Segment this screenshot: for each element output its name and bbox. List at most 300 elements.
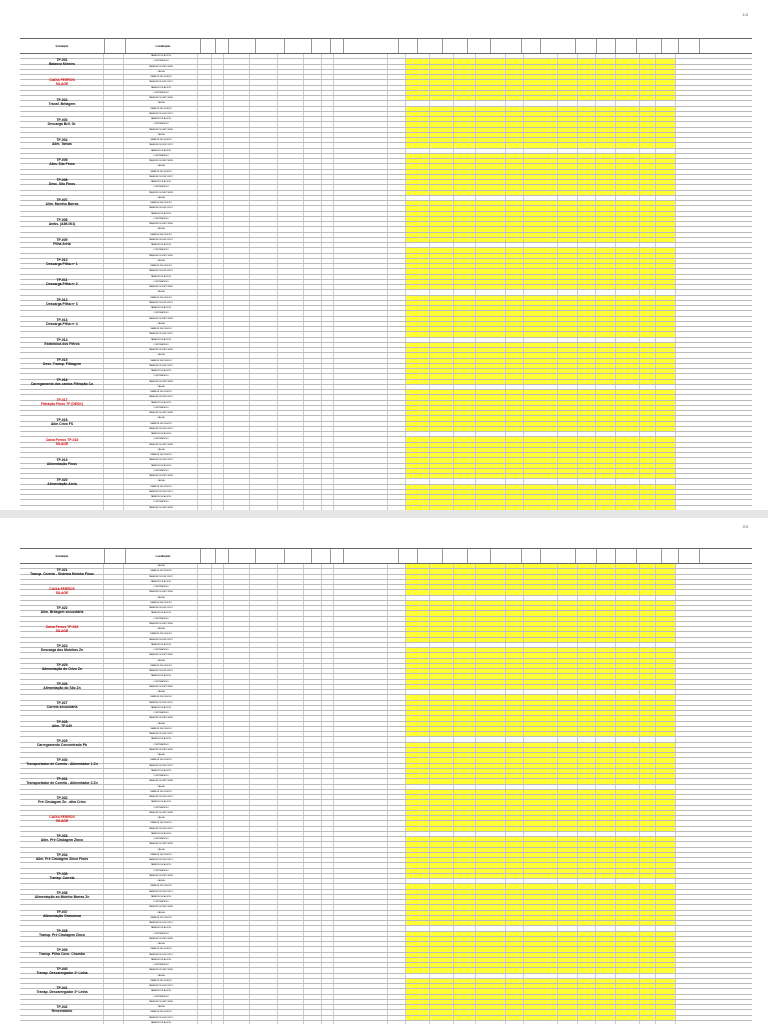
table-cell: [558, 374, 578, 378]
table-cell: TAMBOR DE RETORNO: [124, 685, 198, 689]
table-cell: [388, 916, 406, 920]
table-cell: [640, 989, 656, 993]
table-cell: [334, 201, 388, 205]
table-cell: [656, 653, 676, 657]
table-cell: [558, 170, 578, 174]
table-cell: [506, 170, 524, 174]
table-cell: [430, 75, 454, 79]
table-cell: [640, 322, 656, 326]
table-cell: [334, 863, 388, 867]
table-cell: [250, 264, 278, 268]
table-cell: [596, 185, 616, 189]
table-cell: [640, 769, 656, 773]
table-cell: [430, 884, 454, 888]
table-cell: [198, 837, 212, 841]
table-cell: [104, 884, 124, 888]
table-cell: [334, 811, 388, 815]
table-cell: [224, 737, 250, 741]
table-cell: [388, 259, 406, 263]
table-cell: [656, 285, 676, 289]
table-cell: [250, 243, 278, 247]
table-cell: [454, 569, 476, 573]
table-cell: [406, 711, 430, 715]
table-cell: [506, 243, 524, 247]
table-cell: [656, 259, 676, 263]
table-cell: [322, 764, 334, 768]
table-cell: [278, 133, 304, 137]
table-cell: [104, 895, 124, 899]
table-cell: TAMBOR DE DESVIO: [124, 979, 198, 983]
table-cell: [506, 390, 524, 394]
table-cell: [558, 900, 578, 904]
table-cell: [198, 821, 212, 825]
table-cell: [596, 327, 616, 331]
table-cell: [20, 500, 104, 504]
table-cell: [656, 117, 676, 121]
table-cell: [454, 280, 476, 284]
table-cell: CONTRAPESO: [124, 774, 198, 778]
table-cell: [640, 301, 656, 305]
table-cell: [304, 942, 322, 946]
table-cell: [616, 75, 640, 79]
table-cell: [578, 86, 596, 90]
table-cell: [212, 443, 224, 447]
table-cell: [506, 180, 524, 184]
table-cell: [596, 54, 616, 58]
table-cell: [454, 827, 476, 831]
header-cell: [418, 39, 443, 53]
table-cell: [322, 758, 334, 762]
table-cell: [304, 196, 322, 200]
table-cell: [558, 848, 578, 852]
table-cell: [334, 701, 388, 705]
table-cell: [506, 795, 524, 799]
table-cell: [430, 995, 454, 999]
table-cell: [322, 296, 334, 300]
table-cell: [304, 238, 322, 242]
table-cell: [250, 900, 278, 904]
table-cell: [104, 716, 124, 720]
table-cell: [104, 495, 124, 499]
table-cell: CALHA: [124, 753, 198, 757]
table-cell: [524, 811, 558, 815]
table-cell: [406, 732, 430, 736]
table-cell: [476, 364, 506, 368]
table-cell: [524, 564, 558, 568]
table-cell: [224, 401, 250, 405]
table-cell: TAMBOR DE RETORNO: [124, 65, 198, 69]
table-cell: [334, 617, 388, 621]
table-cell: [104, 827, 124, 831]
table-cell: [198, 617, 212, 621]
table-cell: [406, 968, 430, 972]
table-cell: [578, 117, 596, 121]
table-cell: [278, 748, 304, 752]
table-cell: [334, 474, 388, 478]
table-cell: [334, 575, 388, 579]
table-cell: [558, 275, 578, 279]
table-cell: TAMBOR DE ENCOSTO: [124, 638, 198, 642]
table-cell: [506, 711, 524, 715]
table-cell: [198, 585, 212, 589]
table-cell: [388, 348, 406, 352]
table-cell: [334, 443, 388, 447]
table-cell: [304, 958, 322, 962]
table-cell: [476, 811, 506, 815]
table-cell: [578, 91, 596, 95]
table-cell: [250, 437, 278, 441]
table-cell: [334, 995, 388, 999]
table-cell: [430, 853, 454, 857]
section-title: [20, 358, 104, 366]
table-cell: CALHA: [124, 1005, 198, 1009]
table-cell: [224, 790, 250, 794]
table-cell: [322, 101, 334, 105]
section-title: [20, 238, 104, 246]
table-cell: [454, 348, 476, 352]
table-cell: [278, 427, 304, 431]
table-cell: [640, 353, 656, 357]
table-cell: [640, 884, 656, 888]
table-cell: [104, 800, 124, 804]
table-cell: [278, 785, 304, 789]
table-cell: [388, 191, 406, 195]
table-cell: [322, 701, 334, 705]
table-cell: [430, 196, 454, 200]
table-cell: [304, 96, 322, 100]
table-cell: [430, 727, 454, 731]
table-cell: [224, 133, 250, 137]
table-cell: [616, 674, 640, 678]
table-cell: [476, 664, 506, 668]
table-cell: [596, 1010, 616, 1014]
table-cell: [334, 790, 388, 794]
table-cell: [388, 238, 406, 242]
table-cell: [640, 374, 656, 378]
table-cell: [506, 338, 524, 342]
table-cell: [224, 222, 250, 226]
table-cell: [224, 348, 250, 352]
table-cell: [322, 963, 334, 967]
table-cell: [640, 164, 656, 168]
table-cell: [506, 385, 524, 389]
table-cell: [278, 458, 304, 462]
table-cell: [304, 968, 322, 972]
table-cell: [596, 995, 616, 999]
table-cell: [334, 874, 388, 878]
table-cell: [224, 664, 250, 668]
table-cell: [322, 175, 334, 179]
table-cell: [224, 369, 250, 373]
table-cell: [596, 458, 616, 462]
table-cell: [322, 458, 334, 462]
table-cell: [304, 1005, 322, 1009]
table-cell: [454, 285, 476, 289]
table-cell: [334, 458, 388, 462]
header-cell: [344, 39, 399, 53]
table-cell: [212, 669, 224, 673]
table-cell: [212, 601, 224, 605]
table-cell: [616, 458, 640, 462]
table-cell: [278, 1005, 304, 1009]
table-cell: [596, 485, 616, 489]
table-cell: [430, 422, 454, 426]
table-cell: [476, 842, 506, 846]
table-cell: [524, 921, 558, 925]
table-cell: [212, 748, 224, 752]
table-cell: [430, 296, 454, 300]
table-cell: [578, 737, 596, 741]
table-cell: [640, 185, 656, 189]
table-cell: [578, 175, 596, 179]
table-cell: [454, 575, 476, 579]
table-cell: [304, 248, 322, 252]
table-cell: [198, 711, 212, 715]
table-cell: [616, 401, 640, 405]
table-cell: [656, 942, 676, 946]
table-cell: [640, 617, 656, 621]
table-cell: [388, 674, 406, 678]
table-cell: [454, 233, 476, 237]
table-cell: [104, 711, 124, 715]
table-cell: [656, 711, 676, 715]
table-cell: [454, 338, 476, 342]
table-cell: [596, 701, 616, 705]
table-cell: [506, 322, 524, 326]
table-cell: TAMBOR DE ACION.: [124, 643, 198, 647]
table-cell: [656, 495, 676, 499]
table-cell: [430, 401, 454, 405]
table-cell: [250, 1000, 278, 1004]
table-cell: [198, 196, 212, 200]
header-cell: [331, 549, 344, 563]
table-cell: [250, 800, 278, 804]
table-cell: [198, 853, 212, 857]
table-cell: [250, 343, 278, 347]
table-cell: [454, 638, 476, 642]
table-cell: [198, 743, 212, 747]
table-cell: [212, 107, 224, 111]
table-cell: [212, 80, 224, 84]
table-cell: [212, 785, 224, 789]
table-cell: [596, 632, 616, 636]
table-cell: [388, 353, 406, 357]
table-cell: [104, 448, 124, 452]
table-cell: [524, 437, 558, 441]
table-cell: [212, 590, 224, 594]
table-cell: [304, 764, 322, 768]
table-cell: [524, 974, 558, 978]
table-cell: [388, 758, 406, 762]
table-cell: [430, 164, 454, 168]
table-cell: [304, 54, 322, 58]
table-cell: [20, 327, 104, 331]
table-cell: [104, 380, 124, 384]
table-cell: [640, 96, 656, 100]
table-cell: [334, 601, 388, 605]
table-cell: [558, 1016, 578, 1020]
table-cell: [640, 317, 656, 321]
table-cell: [454, 974, 476, 978]
table-cell: [104, 911, 124, 915]
table-cell: [406, 91, 430, 95]
table-cell: [104, 984, 124, 988]
table-cell: [616, 128, 640, 132]
table-cell: [212, 227, 224, 231]
table-cell: [476, 575, 506, 579]
table-cell: [656, 427, 676, 431]
table-cell: [640, 432, 656, 436]
table-cell: [198, 206, 212, 210]
table-cell: [104, 133, 124, 137]
table-cell: [558, 569, 578, 573]
table-cell: [334, 722, 388, 726]
table-cell: [334, 748, 388, 752]
table-cell: [224, 380, 250, 384]
table-cell: [250, 385, 278, 389]
table-cell: [388, 564, 406, 568]
header-cell: [331, 39, 344, 53]
table-cell: [224, 474, 250, 478]
table-cell: [334, 170, 388, 174]
table-cell: [198, 485, 212, 489]
table-cell: [524, 259, 558, 263]
table-cell: [524, 380, 558, 384]
table-cell: [304, 311, 322, 315]
table-cell: [224, 112, 250, 116]
table-cell: [388, 385, 406, 389]
table-cell: [558, 91, 578, 95]
table-cell: [524, 711, 558, 715]
table-cell: [304, 149, 322, 153]
section-title-line: Alim Crivo FS: [50, 422, 74, 426]
table-cell: [224, 122, 250, 126]
table-cell: [334, 832, 388, 836]
table-cell: [506, 306, 524, 310]
table-cell: [224, 942, 250, 946]
table-cell: [278, 280, 304, 284]
table-cell: [388, 575, 406, 579]
table-cell: [596, 879, 616, 883]
page-number: 2/3: [742, 524, 748, 529]
table-cell: [454, 764, 476, 768]
table-cell: [20, 453, 104, 457]
table-cell: [334, 842, 388, 846]
table-cell: [198, 348, 212, 352]
table-cell: [656, 611, 676, 615]
table-cell: [198, 601, 212, 605]
table-cell: [476, 411, 506, 415]
table-cell: [454, 185, 476, 189]
table-cell: [656, 369, 676, 373]
table-cell: [524, 122, 558, 126]
table-cell: [506, 290, 524, 294]
table-cell: [476, 390, 506, 394]
table-cell: [334, 306, 388, 310]
table-cell: [616, 453, 640, 457]
table-cell: [596, 727, 616, 731]
table-cell: [476, 243, 506, 247]
table-cell: [640, 984, 656, 988]
table-cell: [388, 201, 406, 205]
table-cell: [304, 653, 322, 657]
table-cell: [104, 669, 124, 673]
table-cell: [524, 233, 558, 237]
table-cell: [406, 737, 430, 741]
table-cell: [596, 65, 616, 69]
table-cell: TAMBOR DE ENCOSTO: [124, 143, 198, 147]
table-cell: [430, 937, 454, 941]
table-cell: [388, 874, 406, 878]
table-cell: [578, 495, 596, 499]
table-cell: [278, 59, 304, 63]
table-cell: [322, 500, 334, 504]
table-cell: [322, 743, 334, 747]
table-cell: [212, 479, 224, 483]
table-cell: TAMBOR DE RETORNO: [124, 937, 198, 941]
table-cell: [250, 485, 278, 489]
table-cell: [476, 968, 506, 972]
table-cell: [454, 674, 476, 678]
table-cell: [250, 406, 278, 410]
table-cell: [250, 159, 278, 163]
table-cell: [476, 327, 506, 331]
table-cell: [250, 926, 278, 930]
table-cell: [322, 858, 334, 862]
table-cell: [304, 280, 322, 284]
table-cell: [656, 596, 676, 600]
table-cell: [596, 86, 616, 90]
table-cell: [640, 390, 656, 394]
table-cell: [406, 159, 430, 163]
table-cell: [322, 311, 334, 315]
table-cell: [476, 343, 506, 347]
table-cell: [656, 107, 676, 111]
table-cell: [406, 427, 430, 431]
table-cell: [578, 811, 596, 815]
table-cell: [596, 317, 616, 321]
table-cell: [616, 217, 640, 221]
table-cell: [578, 795, 596, 799]
table-cell: [388, 680, 406, 684]
table-cell: [250, 432, 278, 436]
table-cell: [558, 180, 578, 184]
table-cell: CALHA: [124, 879, 198, 883]
table-cell: [20, 958, 104, 962]
table-cell: [212, 569, 224, 573]
table-cell: [224, 926, 250, 930]
table-cell: [506, 138, 524, 142]
table-cell: [334, 385, 388, 389]
table-cell: [558, 500, 578, 504]
table-cell: [304, 212, 322, 216]
table-cell: [524, 769, 558, 773]
table-cell: [476, 743, 506, 747]
table-cell: [506, 622, 524, 626]
table-cell: [430, 911, 454, 915]
table-cell: [476, 601, 506, 605]
table-cell: [334, 427, 388, 431]
table-cell: [406, 122, 430, 126]
table-cell: [476, 185, 506, 189]
table-cell: [506, 811, 524, 815]
table-cell: [278, 869, 304, 873]
table-cell: [250, 107, 278, 111]
table-cell: [656, 238, 676, 242]
table-cell: [430, 453, 454, 457]
table-cell: [616, 732, 640, 736]
table-cell: [656, 968, 676, 972]
